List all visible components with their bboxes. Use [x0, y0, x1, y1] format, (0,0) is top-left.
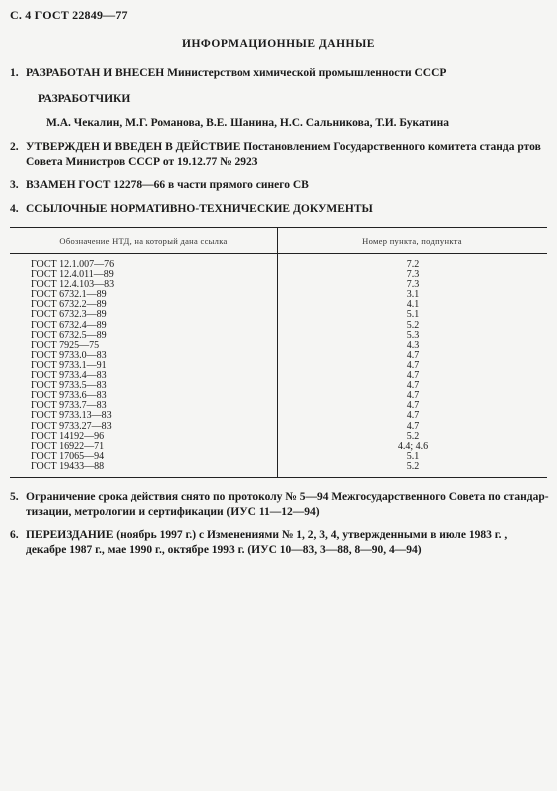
section-2-number: 2.: [10, 141, 19, 153]
section-1-text: Министерством химической промышленности СССР: [164, 67, 447, 79]
section-2-heading: УТВЕРЖДЕН И ВВЕДЕН В ДЕЙСТВИЕ: [26, 141, 241, 153]
table-cell-clause: 7.3: [406, 279, 420, 291]
table-cell-clause: 5.1: [406, 450, 420, 462]
table-cell-clause: 4.7: [406, 370, 420, 382]
table-cell-clause: 3.1: [406, 289, 420, 301]
section-6-heading: ПЕРЕИЗДАНИЕ: [26, 529, 114, 541]
section-5-line1: Ограничение срока действия снято по протоколу № 5—94 Межгосударственного Совета по стандар-: [26, 491, 549, 503]
table-bottom-rule: [10, 477, 547, 478]
table-cell-ntd: ГОСТ 17065—94: [31, 450, 105, 462]
table-header-rule: [10, 253, 547, 254]
table-top-rule: [10, 227, 547, 228]
developers-heading: РАЗРАБОТЧИКИ: [38, 93, 131, 105]
section-3-number: 3.: [10, 179, 19, 191]
section-4-number: 4.: [10, 203, 19, 215]
table-cell-clause: 5.2: [406, 460, 420, 472]
table-cell-clause: 5.1: [406, 309, 420, 321]
section-4: [10, 202, 373, 217]
table-cell-ntd: ГОСТ 9733.27—83: [31, 420, 112, 432]
table-cell-clause: 4.7: [406, 359, 420, 371]
section-3: [10, 178, 309, 193]
table-cell-clause: 4.7: [406, 349, 420, 361]
table-cell-ntd: ГОСТ 12.1.007—76: [31, 259, 115, 270]
section-1-heading: РАЗРАБОТАН И ВНЕСЕН: [26, 67, 165, 79]
table-clause-column: [383, 260, 443, 472]
table-cell-ntd: ГОСТ 6732.5—89: [31, 329, 107, 341]
developers-list: М.А. Чекалин, М.Г. Романова, В.Е. Шанина, Н.С. Сальникова, Т.И. Букатина: [46, 117, 450, 129]
section-5: [10, 490, 549, 520]
table-cell-ntd: ГОСТ 14192—96: [31, 430, 105, 442]
section-1: [10, 66, 446, 81]
table-cell-clause: 5.3: [406, 329, 420, 341]
section-3-heading: ВЗАМЕН ГОСТ 12278—66 в части прямого синего СВ: [26, 179, 309, 191]
table-cell-ntd: ГОСТ 9733.0—83: [31, 349, 107, 361]
section-1-number: 1.: [10, 67, 19, 79]
table-cell-clause: 5.2: [406, 430, 420, 442]
table-cell-clause: 4.7: [406, 380, 420, 392]
table-cell-ntd: ГОСТ 7925—75: [31, 339, 100, 351]
table-ntd-column: [31, 260, 114, 472]
table-cell-clause: 4.1: [406, 299, 420, 311]
table-cell-clause: 4.7: [406, 420, 420, 432]
table-cell-ntd: ГОСТ 9733.5—83: [31, 380, 107, 392]
section-5-line2: тизации, метрологии и сертификации (ИУС 11—12—94): [26, 506, 320, 518]
section-2-line1: Постановлением Государственного комитета станда ртов: [240, 141, 541, 153]
table-cell-ntd: ГОСТ 9733.6—83: [31, 390, 107, 402]
table-cell-ntd: ГОСТ 19433—88: [31, 460, 105, 472]
table-cell-ntd: ГОСТ 6732.1—89: [31, 289, 107, 301]
table-cell-ntd: ГОСТ 12.4.103—83: [31, 279, 115, 291]
table-column-header-clause: Номер пункта, подпункта: [362, 236, 462, 246]
table-cell-ntd: ГОСТ 9733.7—83: [31, 400, 107, 412]
table-cell-ntd: ГОСТ 6732.3—89: [31, 309, 107, 321]
document-title: ИНФОРМАЦИОННЫЕ ДАННЫЕ: [182, 38, 375, 50]
section-6-line2: декабре 1987 г., мае 1990 г., октябре 1993 г. (ИУС 10—83, 3—88, 8—90, 4—94): [26, 544, 422, 556]
table-column-divider: [277, 228, 278, 477]
table-cell-ntd: ГОСТ 12.4.011—89: [31, 269, 114, 281]
table-column-header-ntd: Обозначение НТД, на который дана ссылка: [59, 236, 228, 246]
table-cell-ntd: ГОСТ 9733.4—83: [31, 370, 107, 382]
table-cell-clause: 7.2: [406, 259, 420, 270]
table-cell-clause: 7.3: [406, 269, 420, 281]
section-6: [10, 528, 507, 558]
section-6-number: 6.: [10, 529, 19, 541]
table-cell-clause: 4.7: [406, 390, 420, 402]
table-cell-ntd: ГОСТ 6732.2—89: [31, 299, 107, 311]
section-5-number: 5.: [10, 491, 19, 503]
table-cell-clause: 4.4; 4.6: [397, 440, 429, 452]
page-header: С. 4 ГОСТ 22849—77: [10, 8, 128, 22]
section-6-line1: (ноябрь 1997 г.) с Изменениями № 1, 2, 3, 4, утвержденными в июле 1983 г. ,: [113, 529, 508, 541]
table-cell-clause: 4.7: [406, 400, 420, 412]
table-cell-clause: 5.2: [406, 319, 420, 331]
table-cell-ntd: ГОСТ 9733.1—91: [31, 359, 107, 371]
section-2: [10, 140, 541, 170]
table-cell-ntd: ГОСТ 6732.4—89: [31, 319, 107, 331]
section-4-heading: ССЫЛОЧНЫЕ НОРМАТИВНО-ТЕХНИЧЕСКИЕ ДОКУМЕНТЫ: [26, 203, 373, 215]
table-cell-clause: 4.7: [406, 410, 420, 422]
table-cell-ntd: ГОСТ 16922—71: [31, 440, 105, 452]
table-cell-ntd: ГОСТ 9733.13—83: [31, 410, 112, 422]
table-cell-clause: 4.3: [406, 339, 420, 351]
section-2-line2: Совета Министров СССР от 19.12.77 № 2923: [26, 156, 258, 168]
